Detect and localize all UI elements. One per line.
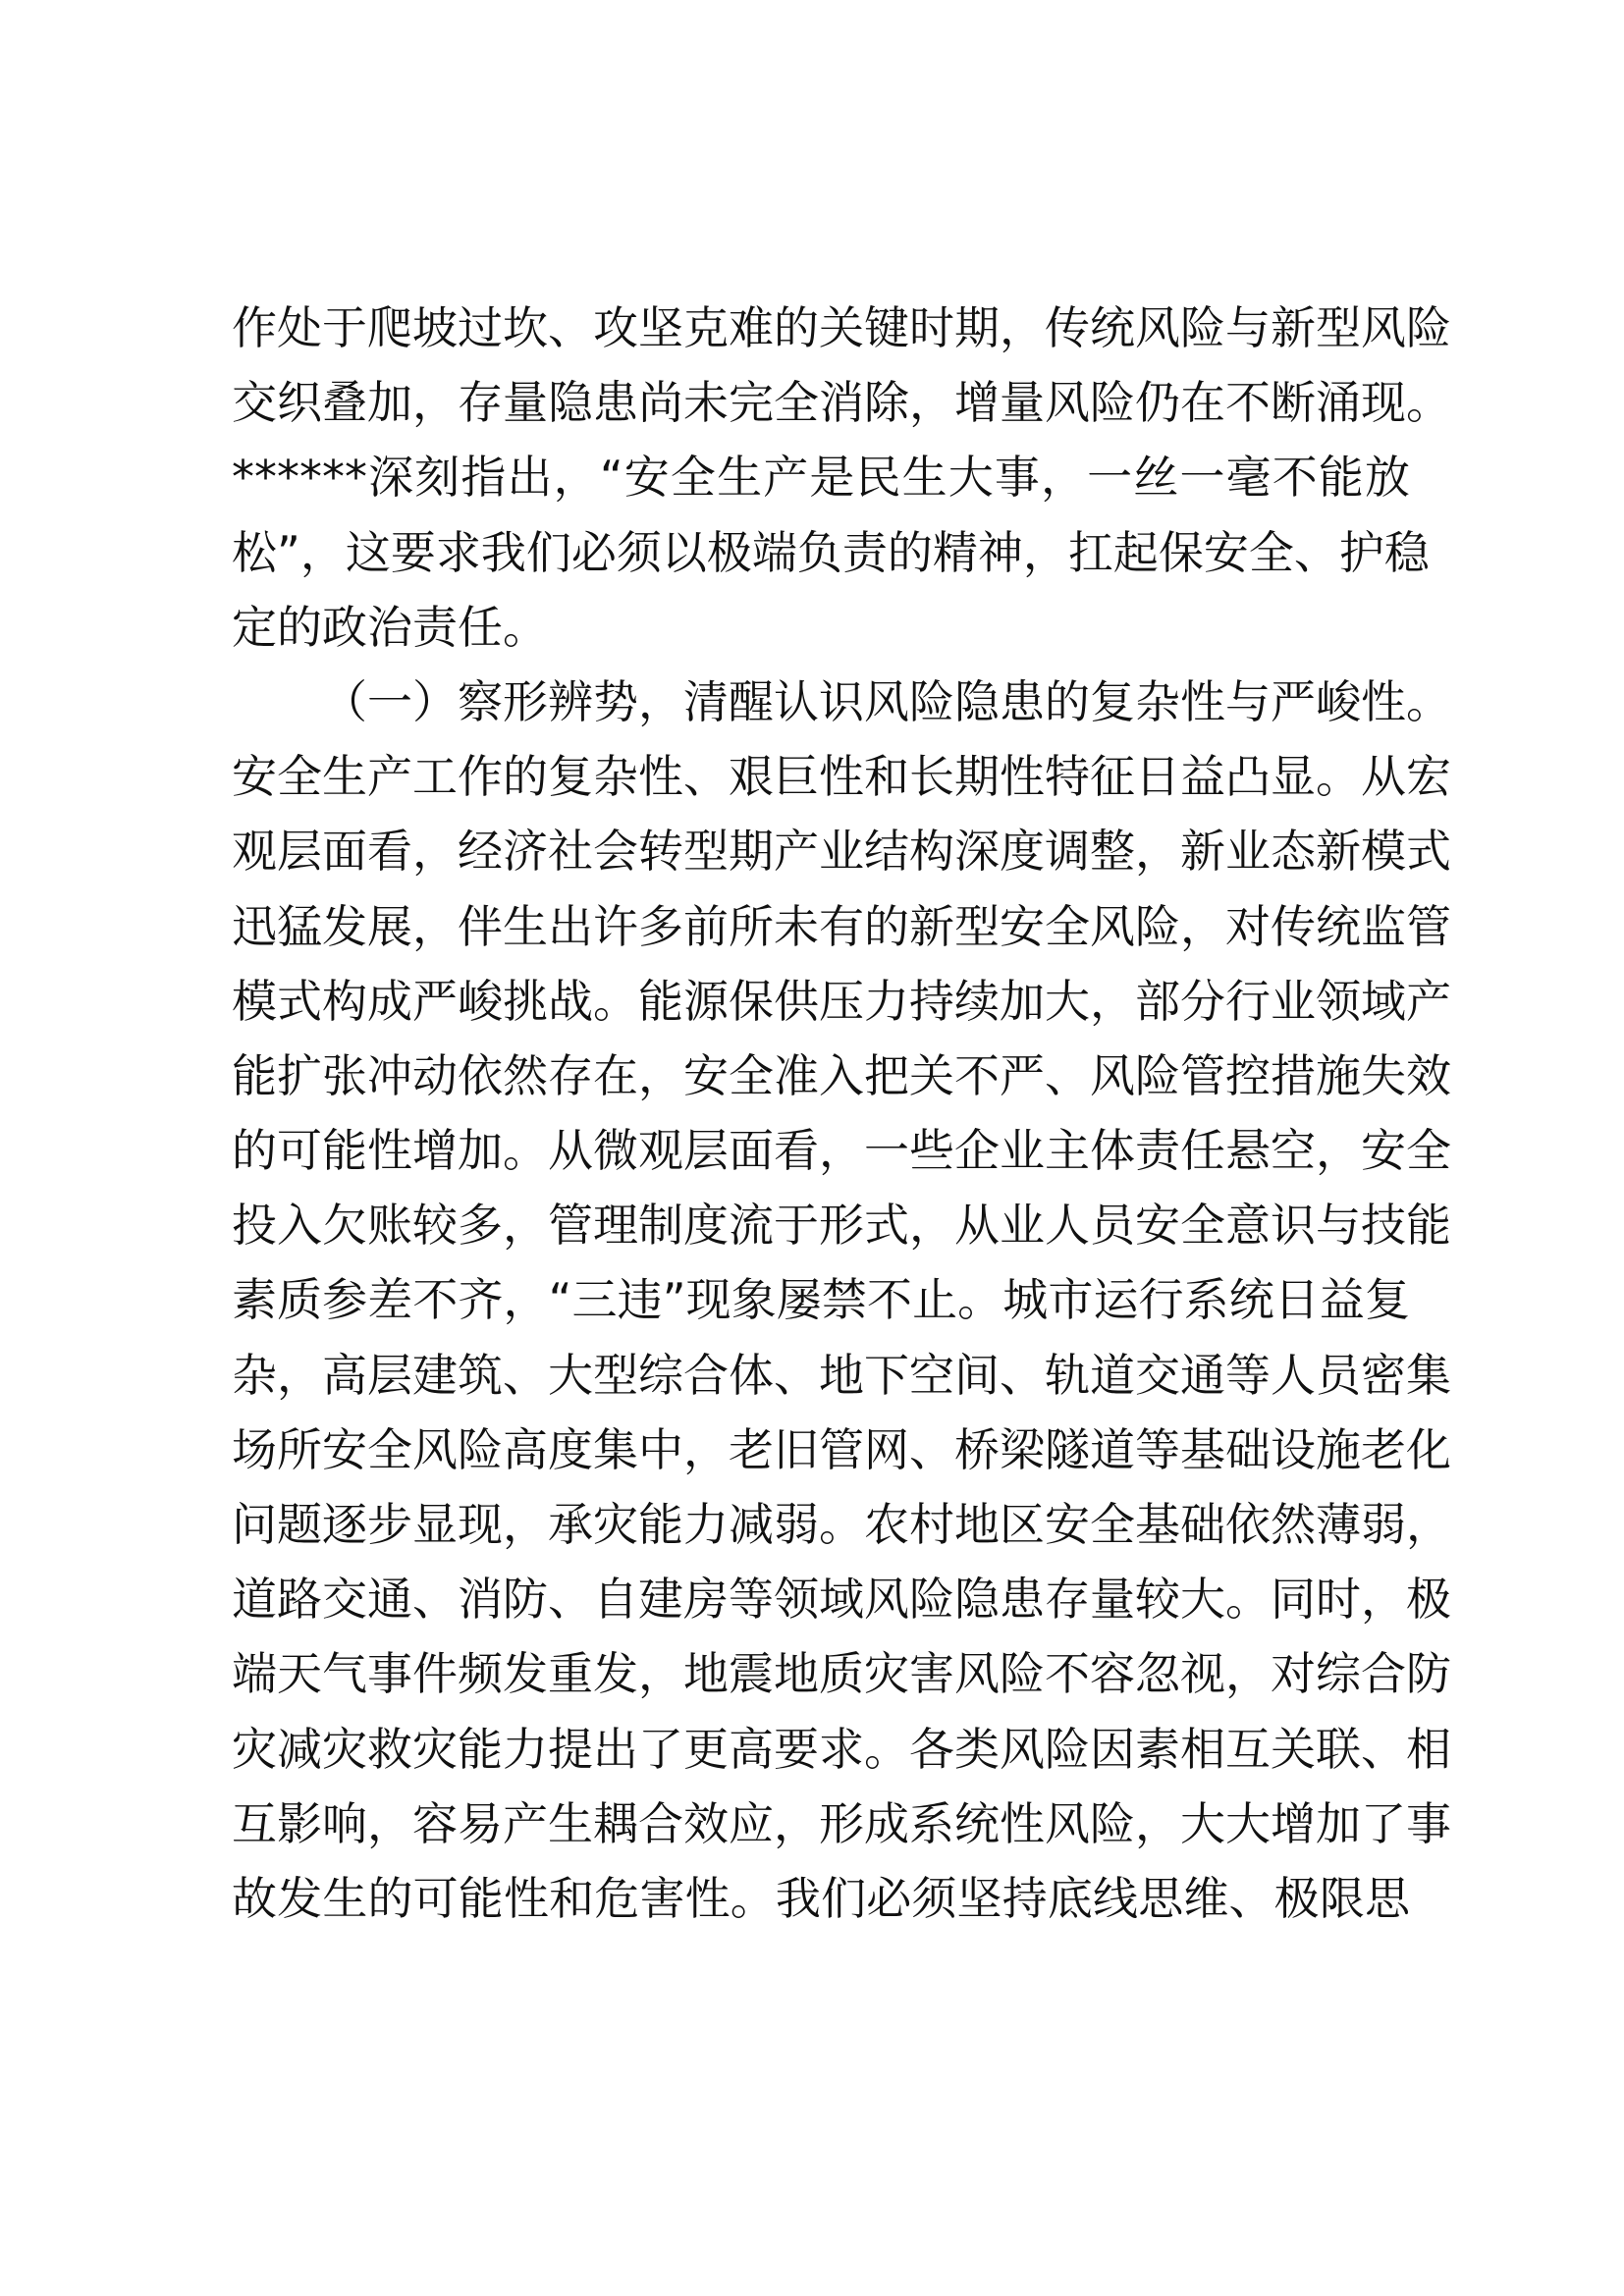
text-line: 的可能性增加。从微观层面看，一些企业主体责任悬空，安全 [232,1124,1451,1178]
text-line: 问题逐步显现，承灾能力减弱。农村地区安全基础依然薄弱， [232,1498,1451,1551]
text-line: 端天气事件频发重发，地震地质灾害风险不容忽视，对综合防 [232,1647,1451,1701]
text-line: 安全生产工作的复杂性、艰巨性和长期性特征日益凸显。从宏 [232,750,1451,804]
text-line: 定的政治责任。 [232,600,548,654]
text-line: 故发生的可能性和危害性。我们必须坚持底线思维、极限思 [232,1871,1410,1925]
section-heading: （一）察形辨势，清醒认识风险隐患的复杂性与严峻性。 [322,674,1451,728]
text-line: 观层面看，经济社会转型期产业结构深度调整，新业态新模式 [232,825,1451,879]
text-line: 交织叠加，存量隐患尚未完全消除，增量风险仍在不断涌现。 [232,376,1451,430]
text-line: ******深刻指出，“安全生产是民生大事，一丝一毫不能放 [232,451,1410,505]
text-line: 模式构成严峻挑战。能源保供压力持续加大，部分行业领域产 [232,974,1451,1028]
text-line: 互影响，容易产生耦合效应，形成系统性风险，大大增加了事 [232,1796,1451,1850]
text-line: 投入欠账较多，管理制度流于形式，从业人员安全意识与技能 [232,1199,1451,1253]
text-line: 能扩张冲动依然存在，安全准入把关不严、风险管控措施失效 [232,1048,1451,1102]
text-line: 作处于爬坡过坎、攻坚克难的关键时期，传统风险与新型风险 [232,301,1451,354]
text-line: 场所安全风险高度集中，老旧管网、桥梁隧道等基础设施老化 [232,1422,1451,1476]
text-line: 灾减灾救灾能力提出了更高要求。各类风险因素相互关联、相 [232,1722,1451,1776]
text-line: 道路交通、消防、自建房等领域风险隐患存量较大。同时，极 [232,1573,1451,1627]
text-line: 迅猛发展，伴生出许多前所未有的新型安全风险，对传统监管 [232,899,1451,953]
text-line: 素质参差不齐，“三违”现象屡禁不止。城市运行系统日益复 [232,1273,1410,1327]
body-text [232,291,1451,1936]
text-line: 松”，这要求我们必须以极端负责的精神，扛起保安全、护稳 [232,525,1430,579]
text-line: 杂，高层建筑、大型综合体、地下空间、轨道交通等人员密集 [232,1348,1451,1402]
